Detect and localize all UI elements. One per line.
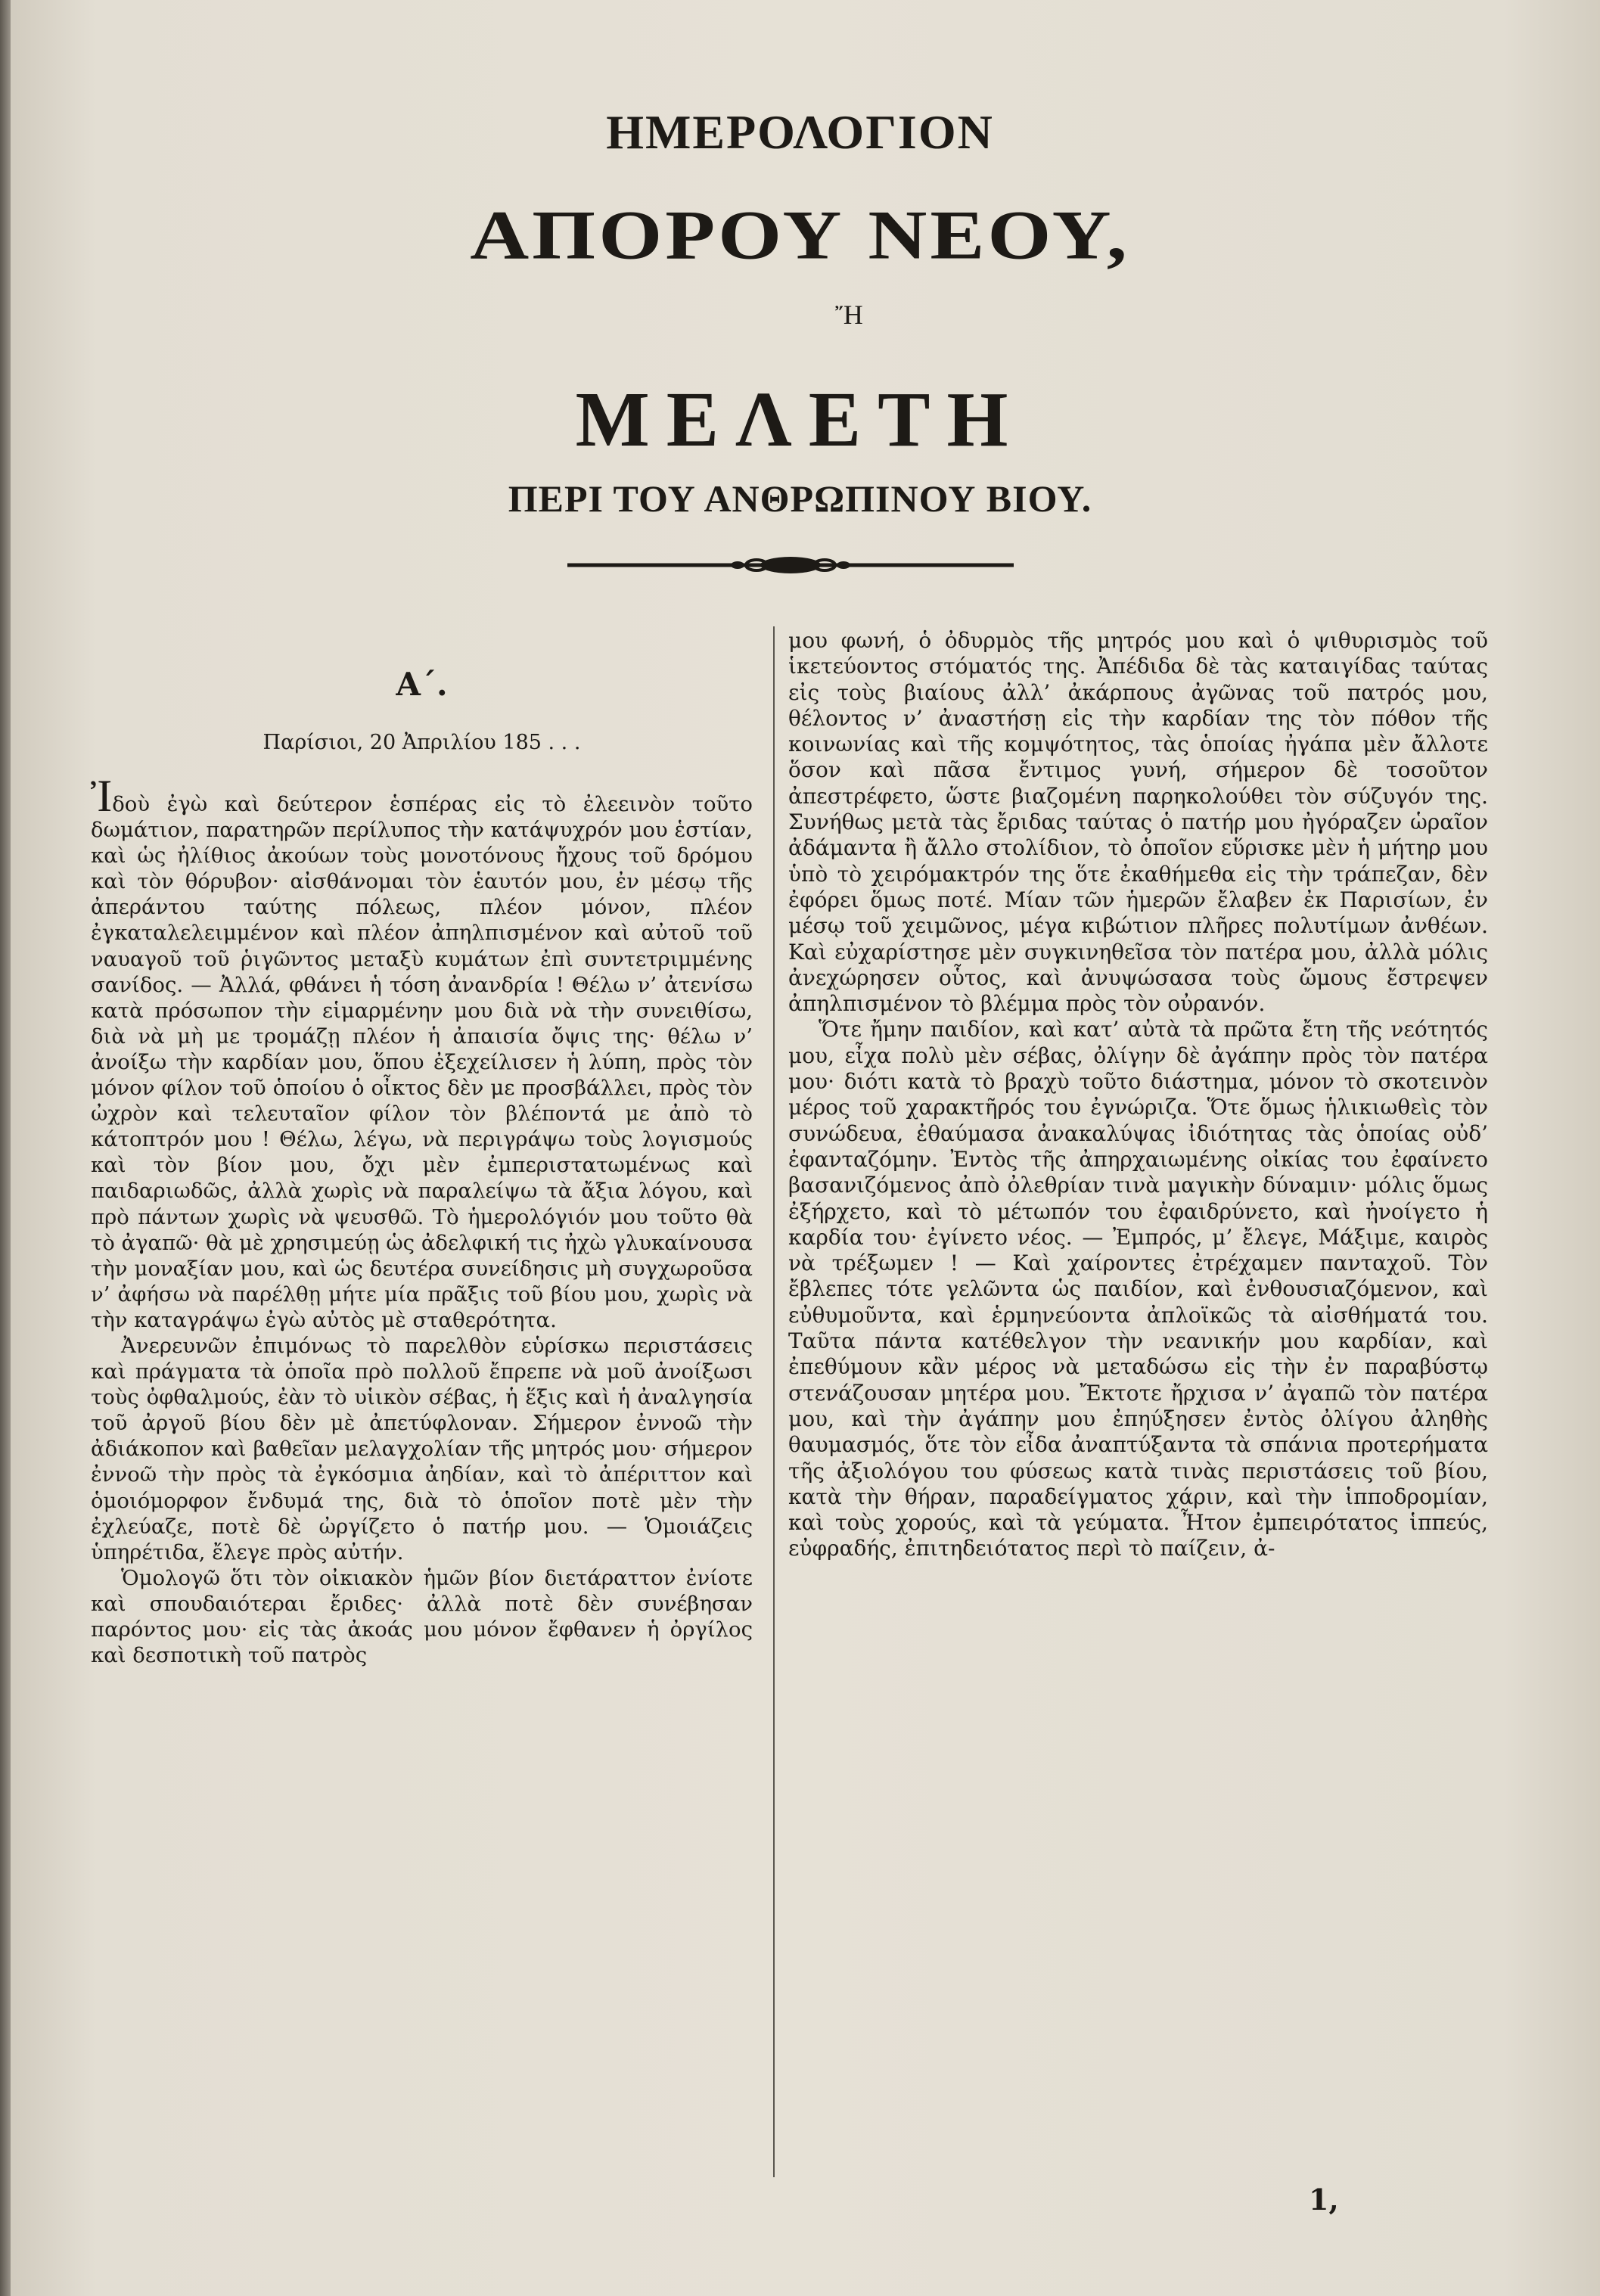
title-line-2: ΑΠΟΡΟΥ ΝΕΟΥ, — [470, 197, 1130, 275]
binding-edge — [0, 0, 11, 2296]
paragraph: Ὁμολογῶ ὅτι τὸν οἰκιακὸν ἡμῶν βίον διετάραττον ἐνίοτε καὶ σπουδαιότεραι ἔριδες· ἀλλὰ ποτὲ δὲν συνέβησαν παρόντος μου· εἰς τὰς ἀκοάς μου μόνον ἔφθανεν ἡ ὀργίλος καὶ δεσποτικὴ τοῦ πατρὸς — [91, 1565, 753, 1668]
subtitle: ΠΕΡΙ ΤΟΥ ΑΝΘΡΩΠΙΝΟΥ ΒΙΟΥ. — [508, 477, 1092, 520]
paragraph: μου φωνή, ὁ ὀδυρμὸς τῆς μητρός μου καὶ ὁ ψιθυρισμὸς τοῦ ἱκετεύοντος στόματός της. Ἀπέδιδα δὲ τὰς καταιγίδας ταύτας εἰς τοὺς βιαίους ἀλλ’ ἀκάρπους ἀγῶνας τοῦ πατρός μου, θέλοντος ν’ ἀναστήσῃ εἰς τὴν καρδίαν της τὸν πόθον τῆς κοινωνίας καὶ τῆς κομψότητος, τὰς ὁποίας ἠγάπα μὲν ἄλλοτε ὅσον καὶ πᾶσα ἔντιμος γυνή, σήμερον δὲ τοσοῦτον ἀπεστρέφετο, ὥστε βιαζομένη παρηκολούθει τὸν σύζυγόν της. Συνήθως μετὰ τὰς ἔριδας ταύτας ὁ πατήρ μου ἠγόραζεν ὡραῖον ἀδάμαντα ἢ ἄλλο στολίδιον, τὸ ὁποῖον εὕρισκε μὲν ἡ μήτηρ μου ὑπὸ τὸ χειρόμακτρόν της ὅτε ἐκαθήμεθα εἰς τὴν τράπεζαν, δὲν ἐφόρει ὅμως ποτέ. Μίαν τῶν ἡμερῶν ἔλαβεν ἐκ Παρισίων, ἐν μέσῳ τοῦ χειμῶνος, μέγα κιβώτιον πλῆρες πολυτίμων ἀνθέων. Καὶ εὐχαρίστησε μὲν συγκινηθεῖσα τὸν πατέρα μου, ἀλλὰ μόλις ἀνεχώρησεν οὗτος, καὶ ἀνυψώσασα τοὺς ὤμους ἔστρεψεν ἀπηλπισμένον τὸ βλέμμα πρὸς τὸν οὐρανόν. — [788, 628, 1488, 1017]
title-line-1: ΗΜΕΡΟΛΟΓΙΟΝ — [606, 105, 994, 159]
column-divider — [773, 626, 775, 2177]
section-number: Α΄. — [396, 666, 448, 703]
title-line-4: ΜΕΛΕΤΗ — [575, 376, 1025, 463]
left-column — [91, 771, 753, 1668]
page-number: 1, — [1309, 2183, 1339, 2217]
dateline: Παρίσιοι, 20 Ἀπριλίου 185 . . . — [263, 731, 581, 754]
paragraph: Ὅτε ἤμην παιδίον, καὶ κατ’ αὐτὰ τὰ πρῶτα ἔτη τῆς νεότητός μου, εἶχα πολὺ μὲν σέβας, ὀλίγην δὲ ἀγάπην πρὸς τὸν πατέρα μου· διότι κατὰ τὸ βραχὺ τοῦτο διάστημα, μόνον τὸ σκοτεινὸν μέρος τοῦ χαρακτῆρός του ἐγνώριζα. Ὅτε ὅμως ἡλικιωθεὶς τὸν συνώδευα, ἐθαύμασα ἀνακαλύψας ἰδιότητας τὰς ὁποίας οὐδ’ ἐφανταζόμην. Ἐντὸς τῆς ἀπηρχαιωμένης οἰκίας του ἐφαίνετο βασανιζόμενος ἀπὸ ὀλεθρίαν τινὰ μαγικὴν δύναμιν· μόλις ὅμως ἐξήρχετο, καὶ τὸ μέτωπόν του ἐφαιδρύνετο, καὶ ἠνοίγετο ἡ καρδία του· ἐγίνετο νέος. — Ἐμπρός, μ’ ἔλεγε, Μάξιμε, καιρὸς νὰ τρέξωμεν ! — Καὶ χαίροντες ἐτρέχαμεν πανταχοῦ. Τὸν ἔβλεπες τότε γελῶντα ὡς παιδίον, καὶ ἐνθουσιαζόμενον, καὶ εὐθυμοῦντα, καὶ ἑρμηνεύοντα ἀπλοϊκῶς τὰ αἰσθήματά του. Ταῦτα πάντα κατέθελγον τὴν νεανικήν μου καρδίαν, καὶ ἐπεθύμουν κἂν μέρος νὰ μεταδώσω εἰς τὴν ἐν παραβύστῳ στενάζουσαν μητέρα μου. Ἔκτοτε ἤρχισα ν’ ἀγαπῶ τὸν πατέρα μου, καὶ τὴν ἀγάπην μου ἐπηύξησεν ἐντὸς ὀλίγου ἀληθὴς θαυμασμός, ὅτε τὸν εἶδα ἀναπτύξαντα τὰ σπάνια προτερήματα τῆς ἀξιολόγου του φύσεως κατὰ τινὰς περιστάσεις τοῦ βίου, κατὰ τὴν θήραν, παραδείγματος χάριν, καὶ τὴν ἱπποδρομίαν, καὶ τοὺς χορούς, καὶ τὰ γεύματα. Ἦτον ἐμπειρότατος ἱππεύς, εὐφραδής, ἐπιτηδειότατος περὶ τὸ παίζειν, ἀ- — [788, 1017, 1488, 1561]
paragraph-text: δοὺ ἐγὼ καὶ δεύτερον ἑσπέρας εἰς τὸ ἐλεεινὸν τοῦτο δωμάτιον, παρατηρῶν περίλυπος τὴν κατάψυχρόν μου ἑστίαν, καὶ ὡς ἠλίθιος ἀκούων τοὺς μονοτόνους ἤχους τοῦ δρόμου καὶ τὸν θόρυβον· αἰσθάνομαι τὸν ἑαυτόν μου, ἐν μέσῳ τῆς ἀπεράντου ταύτης πόλεως, πλέον μόνον, πλέον ἐγκαταλελειμμένον καὶ πλέον ἀπηλπισμένον καὶ αὐτοῦ τοῦ ναυαγοῦ τοῦ ῥιγῶντος μεταξὺ κυμάτων ἐπὶ συντετριμμένης σανίδος. — Ἀλλά, φθάνει ἡ τόση ἀνανδρία ! Θέλω ν’ ἀτενίσω κατὰ πρόσωπον τὴν εἱμαρμένην μου διὰ νὰ τὴν συνειθίσω, διὰ νὰ μὴ με τρομάζῃ πλέον ἡ ἀπαισία ὄψις της· θέλω ν’ ἀνοίξω τὴν καρδίαν μου, ὅπου ἐξεχείλισεν ἡ λύπη, πρὸς τὸν μόνον φίλον τοῦ ὁποίου ὁ οἶκτος δὲν με προσβάλλει, πρὸς τὸν ὠχρὸν καὶ τελευταῖον φίλον τὸν βλέποντά με ἀπὸ τὸ κάτοπτρόν μου ! Θέλω, λέγω, νὰ περιγράψω τοὺς λογισμούς καὶ τὸν βίον μου, ὄχι μὲν ἐμπεριστατωμένως καὶ παιδαριωδῶς, ἀλλὰ χωρὶς νὰ παραλείψω τὰ ἄξια λόγου, καὶ πρὸ πάντων χωρὶς νὰ ψευσθῶ. Τὸ ἡμερολόγιόν μου τοῦτο θὰ τὸ ἀγαπῶ· θὰ μὲ χρησιμεύῃ ὡς ἀδελφική τις ἠχὼ γλυκαίνουσα τὴν μοναξίαν μου, καὶ ὡς δευτέρα συνείδησις μὴ συγχωροῦσα ν’ ἀφήσω νὰ παρέλθῃ μήτε μία πρᾶξις τοῦ βίου μου, χωρὶς νὰ τὴν καταγράψω ἐγὼ αὐτὸς μὲ σταθερότητα. — [91, 792, 753, 1332]
ornament-divider-icon — [567, 548, 1014, 582]
title-conjunction: Ἤ — [835, 300, 863, 330]
paragraph — [91, 771, 753, 1333]
paragraph: Ἀνερευνῶν ἐπιμόνως τὸ παρελθὸν εὑρίσκω περιστάσεις καὶ πράγματα τὰ ὁποῖα πρὸ πολλοῦ ἔπρεπε νὰ μοῦ ἀνοίξωσι τοὺς ὀφθαλμούς, ἐὰν τὸ υἱικὸν σέβας, ἡ ἕξις καὶ ἡ ἀναλγησία τοῦ ἀργοῦ βίου δὲν μὲ ἀπετύφλοναν. Σήμερον ἐννοῶ τὴν ἀδιάκοπον καὶ βαθεῖαν μελαγχολίαν τῆς μητρός μου· σήμερον ἐννοῶ τὴν πρὸς τὰ ἐγκόσμια ἀηδίαν, καὶ τὸ ἀπέριττον καὶ ὁμοιόμορφον ἔνδυμά της, διὰ τὸ ὁποῖον ποτὲ μὲν τὴν ἐχλεύαζε, ποτὲ δὲ ὠργίζετο ὁ πατήρ μου. — Ὁμοιάζεις ὑπηρέτιδα, ἔλεγε πρὸς αὐτήν. — [91, 1333, 753, 1564]
drop-cap: Ἰ — [91, 771, 113, 821]
right-column — [788, 628, 1488, 1562]
